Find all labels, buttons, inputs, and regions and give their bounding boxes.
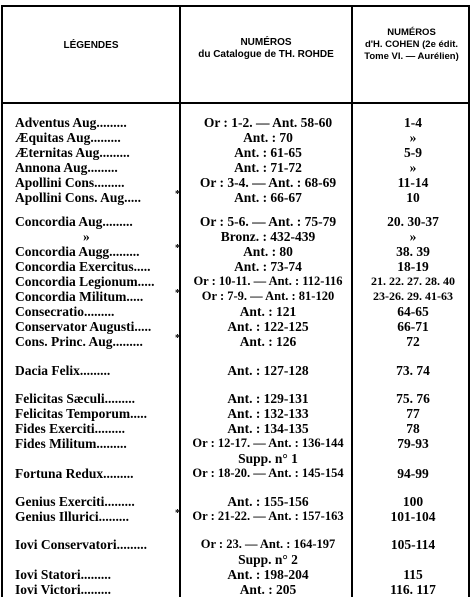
legend-text: Concordia Legionum..... [15,274,155,289]
legend-text: Felicitas Sæculi......... [15,391,135,406]
cohen-number: 72 [406,334,420,349]
legend-text: Consecratio......... [15,304,115,319]
row [3,436,468,451]
row [3,363,468,378]
rohde-number: Ant. : 127-128 [227,363,309,378]
rohde-number: Ant. : 132-133 [227,406,309,421]
legend-text: Adventus Aug......... [15,115,127,130]
cohen-number: 66-71 [397,319,429,334]
row [3,421,468,436]
legend-text: Concordia Militum..... [15,289,144,304]
cohen-number: 77 [406,406,420,421]
legend-text: Æternitas Aug......... [15,145,130,160]
rohde-number: Ant. : 80 [243,244,293,259]
rohde-number: Or : 3-4. — Ant. : 68-69 [199,175,337,190]
header-legendes-label: LÉGENDES [63,40,119,51]
rohde-number: Ant. : 70 [243,130,293,145]
cohen-number: » [409,229,417,244]
rohde-number: Or : 12-17. — Ant. : 136-144 [192,436,344,450]
rohde-number: Ant. : 129-131 [227,391,309,406]
cohen-number: 21. 22. 27. 28. 40 [371,274,455,288]
header-cohen-subtitle: d'H. COHEN (2e édit. [364,39,459,50]
cohen-number: 101-104 [390,509,436,524]
row [3,304,468,319]
rohde-number: Ant. : 61-65 [234,145,302,160]
rohde-number: Ant. : 71-72 [234,160,302,175]
row [3,115,468,130]
legend-text: Iovi Conservatori......... [15,537,147,552]
row [3,406,468,421]
header-rohde-title: NUMÉROS [240,37,292,48]
cohen-number: 1-4 [404,115,422,130]
row [3,214,468,229]
cohen-number: 18-19 [397,259,429,274]
rohde-number: Ant. : 73-74 [234,259,302,274]
legend-text: Iovi Statori......... [15,567,111,582]
rohde-number: Supp. n° 1 [238,451,298,466]
cohen-number: 10 [406,190,420,205]
asterisk-mark: * [175,288,180,299]
cohen-number: 100 [402,494,424,509]
row [3,582,468,597]
rohde-number: Ant. : 66-67 [234,190,302,205]
legend-text: Apollini Cons......... [15,175,125,190]
row [3,334,468,349]
rohde-number: Or : 7-9. — Ant. : 81-120 [201,289,335,303]
cohen-number: 115 [403,567,423,582]
header-rohde [181,37,351,61]
row [3,451,468,466]
cohen-number: » [409,130,417,145]
row [3,552,468,567]
header-cohen-subtitle-2: Tome VI. — Aurélien) [364,51,459,62]
asterisk-mark: * [175,508,180,519]
header-cohen-title: NUMÉROS [387,27,436,38]
row [3,567,468,582]
legend-text: Iovi Victori......... [15,582,111,597]
legend-text: Conservator Augusti..... [15,319,152,334]
cohen-number: 94-99 [397,466,429,481]
cohen-number: 11-14 [397,175,429,190]
cohen-number: 5-9 [404,145,422,160]
asterisk-mark: * [175,243,180,254]
rohde-number: Ant. : 121 [239,304,297,319]
rohde-number: Bronz. : 432-439 [220,229,316,244]
catalogue-table [1,5,470,597]
legend-text: Æquitas Aug......... [15,130,121,145]
cohen-number: 105-114 [390,537,436,552]
cohen-number: 116. 117 [390,582,436,597]
cohen-number: 23-26. 29. 41-63 [373,289,453,303]
rohde-number: Or : 1-2. — Ant. 58-60 [203,115,333,130]
legend-text: Annona Aug......... [15,160,118,175]
rohde-number: Or : 18-20. — Ant. : 145-154 [192,466,344,480]
row [3,160,468,175]
legend-text: Felicitas Temporum..... [15,406,147,421]
row [3,537,468,552]
legend-text: Genius Illurici......... [15,509,130,524]
legend-text: Fides Exerciti......... [15,421,125,436]
rohde-number: Ant. : 134-135 [227,421,309,436]
row [3,466,468,481]
cohen-number: 38. 39 [396,244,430,259]
legend-text: Cons. Princ. Aug......... [15,334,143,349]
legend-text: Concordia Aug......... [15,214,133,229]
legend-text: Concordia Augg......... [15,244,140,259]
row [3,494,468,509]
rohde-number: Or : 23. — Ant. : 164-197 [200,537,336,551]
row [3,391,468,406]
header-divider [3,102,468,104]
row [3,130,468,145]
row [3,259,468,274]
cohen-number: » [409,160,417,175]
header-cohen [353,27,470,63]
rohde-number: Or : 21-22. — Ant. : 157-163 [192,509,344,523]
row [3,190,468,205]
rohde-number: Ant. : 198-204 [227,567,309,582]
row [3,319,468,334]
cohen-number: 75. 76 [396,391,430,406]
rohde-number: Ant. : 205 [239,582,297,597]
row [3,175,468,190]
rohde-number: Supp. n° 2 [238,552,298,567]
row [3,229,468,244]
legend-text: Concordia Exercitus..... [15,259,151,274]
header-rohde-subtitle: du Catalogue de TH. ROHDE [198,49,334,60]
legend-text: Fides Militum......... [15,436,127,451]
header-legendes [3,40,179,51]
row [3,274,468,289]
legend-text: Fortuna Redux......... [15,466,134,481]
legend-text: Apollini Cons. Aug..... [15,190,142,205]
legend-text: Genius Exerciti......... [15,494,135,509]
row [3,509,468,524]
rohde-number: Ant. : 122-125 [227,319,309,334]
cohen-number: 20. 30-37 [387,214,439,229]
legend-text: Dacia Felix......... [15,363,111,378]
cohen-number: 64-65 [397,304,429,319]
rohde-number: Or : 10-11. — Ant. : 112-116 [193,274,343,288]
asterisk-mark: * [175,189,180,200]
rohde-number: Ant. : 126 [239,334,297,349]
row [3,244,468,259]
row [3,289,468,304]
rohde-number: Or : 5-6. — Ant. : 75-79 [199,214,337,229]
row [3,145,468,160]
cohen-number: 79-93 [397,436,429,451]
rohde-number: Ant. : 155-156 [227,494,309,509]
cohen-number: 73. 74 [396,363,430,378]
legend-text: » [83,229,90,244]
cohen-number: 78 [406,421,420,436]
asterisk-mark: * [175,333,180,344]
